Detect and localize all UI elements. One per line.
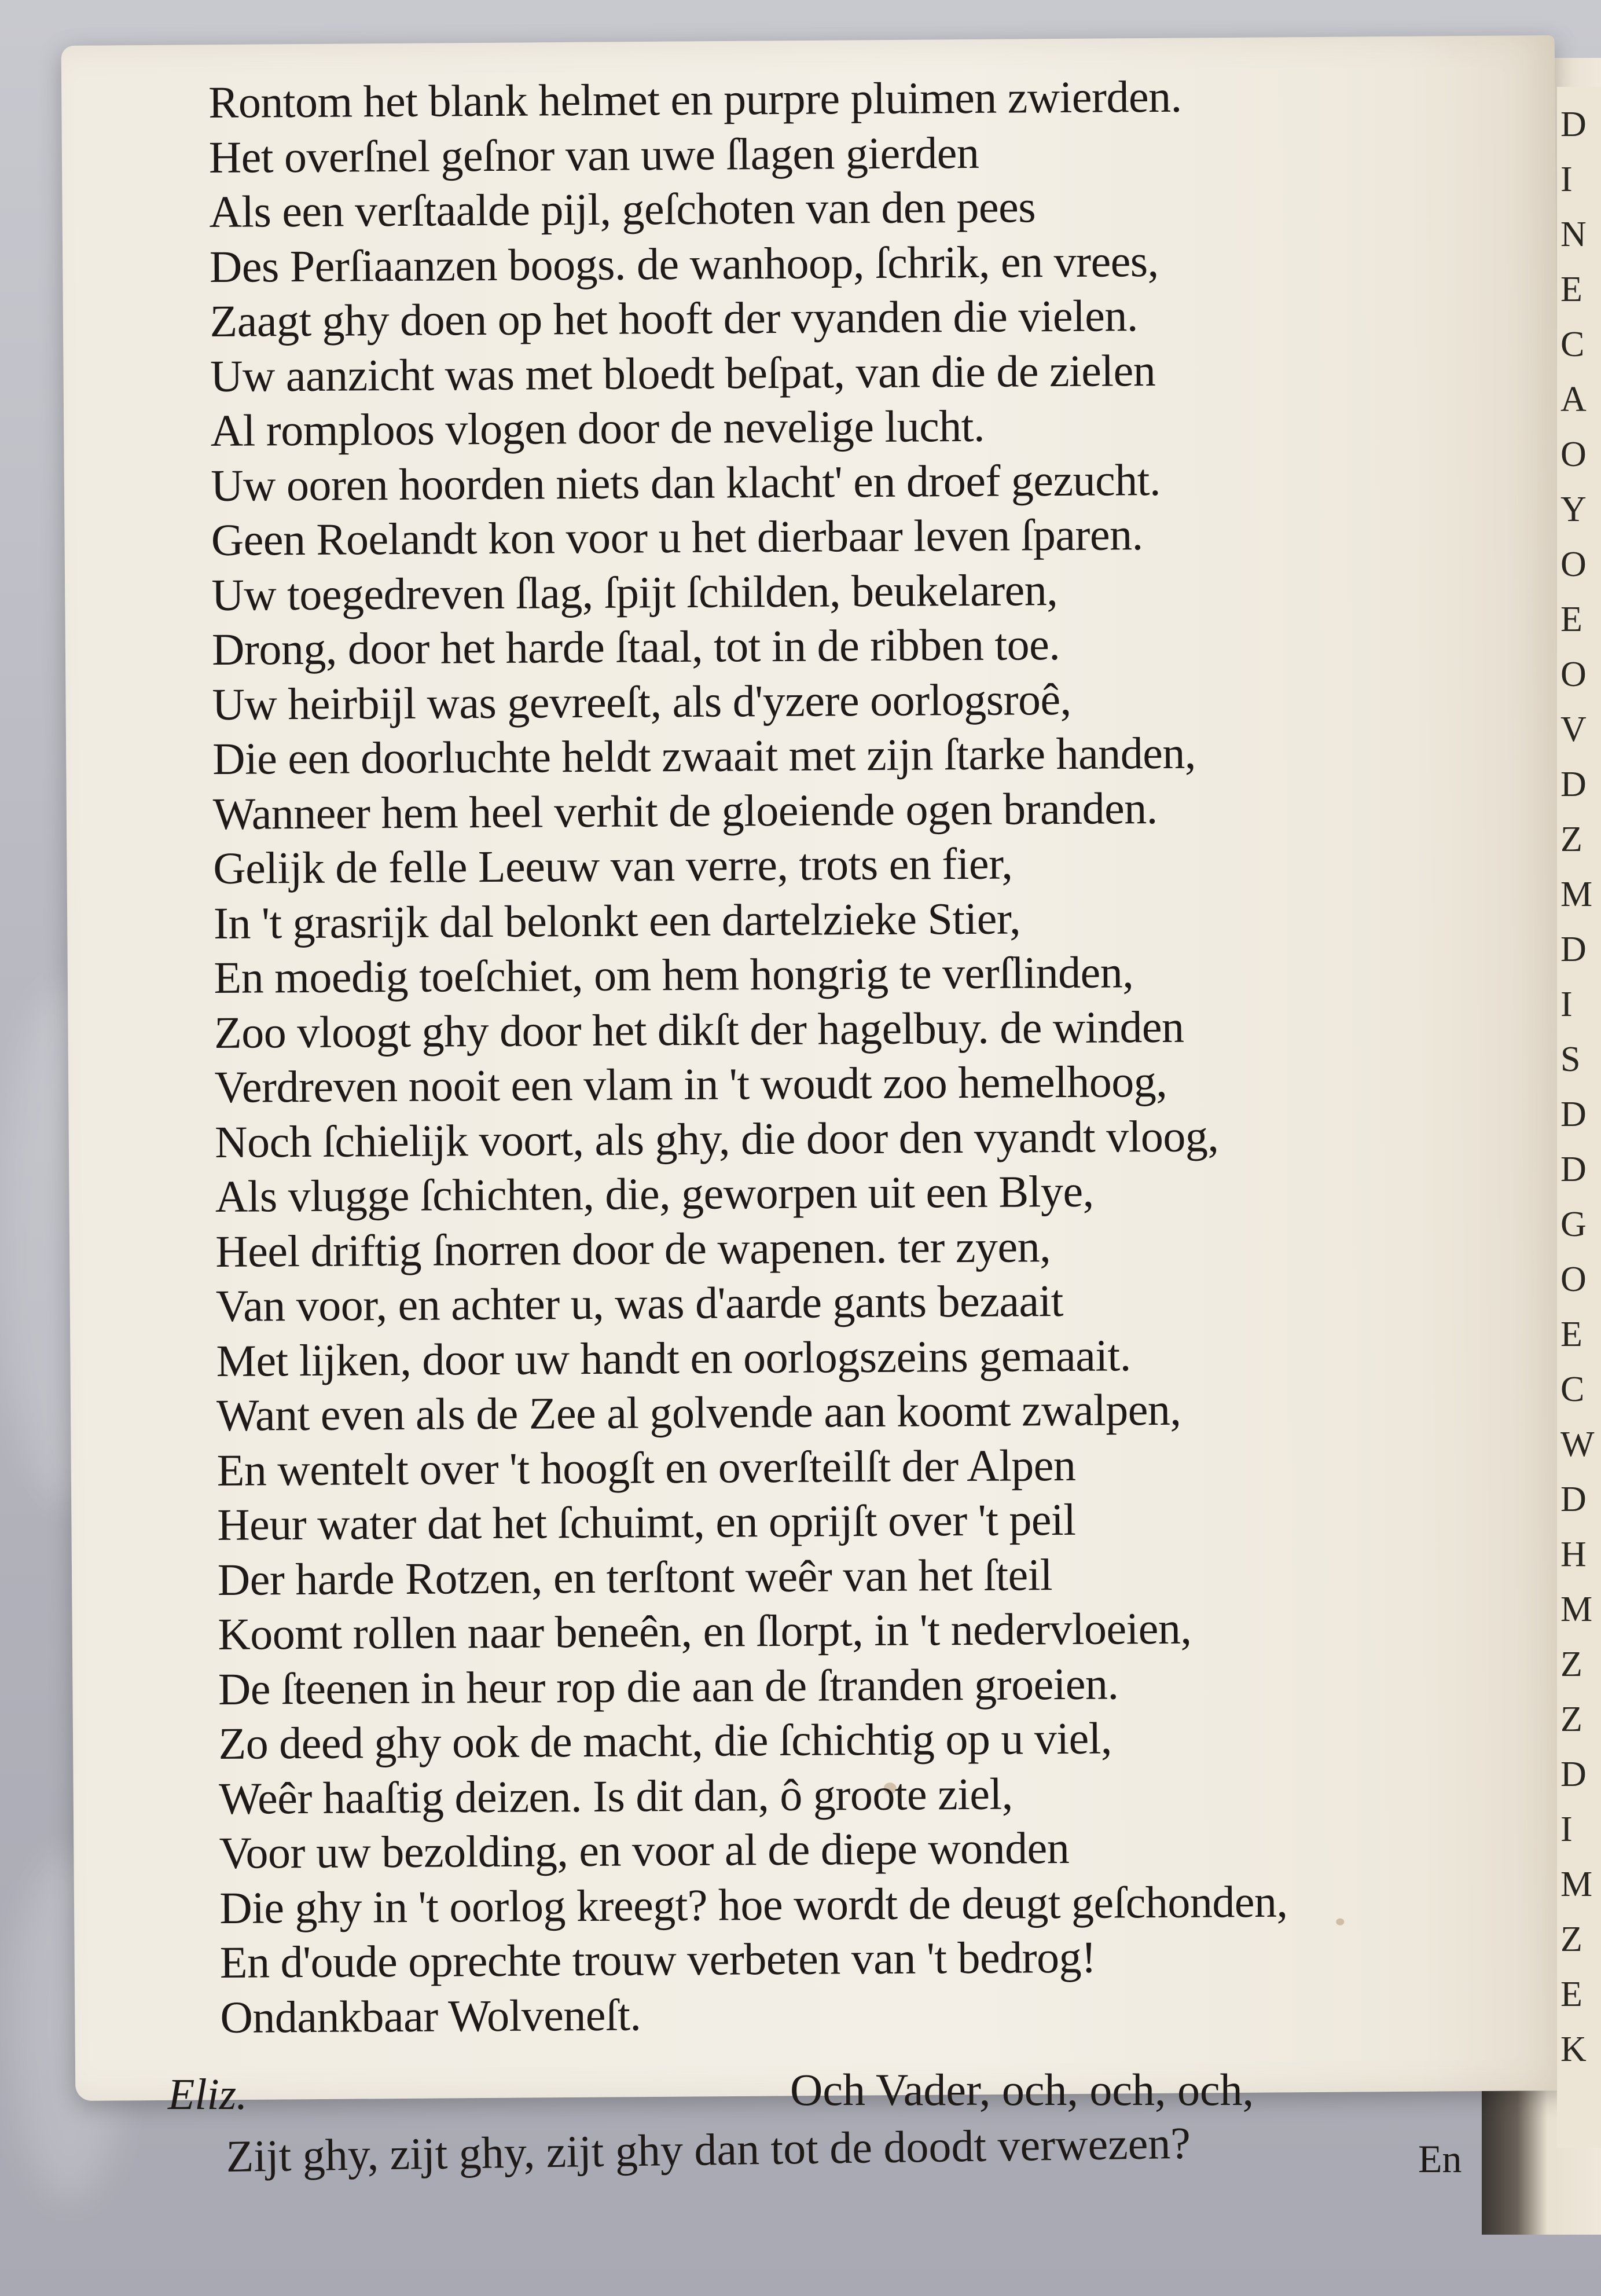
verse-line: Als een verſtaalde pijl, geſchoten van den pees bbox=[209, 181, 1036, 237]
facing-page-letter: Z bbox=[1560, 1645, 1582, 1684]
verse-line: Gelijk de felle Leeuw van verre, trots en fier, bbox=[213, 838, 1013, 893]
verse-line: De ſteenen in heur rop die aan de ſtranden groeien. bbox=[218, 1657, 1119, 1714]
facing-page-letter: M bbox=[1560, 1865, 1593, 1904]
verse-line: Rontom het blank helmet en purpre pluimen zwierden. bbox=[208, 71, 1182, 127]
verse-line: Voor uw bezolding, en voor al de diepe wonden bbox=[219, 1822, 1070, 1878]
verse-line: Want even als de Zee al golvende aan koomt zwalpen, bbox=[216, 1384, 1181, 1440]
verse-line: Heel driftig ſnorren door de wapenen. ter zyen, bbox=[215, 1220, 1051, 1277]
facing-page-letter: M bbox=[1560, 1590, 1593, 1629]
verse-line: Wanneer hem heel verhit de gloeiende ogen branden. bbox=[212, 782, 1158, 839]
facing-page-letter: D bbox=[1560, 1150, 1587, 1189]
facing-page-letter: Z bbox=[1560, 820, 1582, 859]
verse-line: Der harde Rotzen, en terſtont weêr van het ſteil bbox=[217, 1549, 1053, 1605]
verse-line: Zo deed ghy ook de macht, die ſchichtig op u viel, bbox=[218, 1712, 1112, 1769]
facing-page-letter: O bbox=[1560, 435, 1587, 474]
facing-page-letter: S bbox=[1560, 1040, 1581, 1079]
facing-page-letter: M bbox=[1560, 875, 1593, 914]
facing-page-letter: V bbox=[1560, 710, 1587, 749]
verse-line: Uw toegedreven ſlag, ſpijt ſchilden, beukelaren, bbox=[211, 564, 1058, 620]
verse-line: Verdreven nooit een vlam in 't woudt zoo hemelhoog, bbox=[214, 1055, 1167, 1112]
facing-page-letter: D bbox=[1560, 1480, 1587, 1519]
facing-page-letter: E bbox=[1560, 270, 1582, 309]
facing-page-letter: E bbox=[1560, 1315, 1582, 1354]
verse-line: Noch ſchielijk voort, als ghy, die door den vyandt vloog, bbox=[214, 1110, 1219, 1167]
facing-page-letter: Y bbox=[1560, 490, 1587, 529]
facing-page-letter: E bbox=[1560, 600, 1582, 639]
facing-page-letter: O bbox=[1560, 655, 1587, 694]
verse-line: Uw aanzicht was met bloedt beſpat, van die de zielen bbox=[210, 344, 1156, 401]
facing-page-letter: I bbox=[1560, 1810, 1573, 1849]
verse-line: Die ghy in 't oorlog kreegt? hoe wordt de deugt geſchonden, bbox=[219, 1876, 1288, 1933]
verse-line: Van voor, en achter u, was d'aarde gants bezaait bbox=[215, 1275, 1064, 1331]
verse-line: Weêr haaſtig deizen. Is dit dan, ô groote ziel, bbox=[218, 1768, 1013, 1824]
verse-line: Uw heirbijl was gevreeſt, als d'yzere oorlogsroê, bbox=[212, 673, 1071, 729]
verse-line: Zijt ghy, zijt ghy, zijt ghy dan tot de doodt verwezen? bbox=[226, 2117, 1191, 2181]
verse-line: Zoo vloogt ghy door het dikſt der hagelbuy. de winden bbox=[214, 1001, 1184, 1058]
facing-page-edge bbox=[1557, 87, 1601, 2148]
speaker-label: Eliz. bbox=[168, 2070, 248, 2119]
verse-line: Het overſnel geſnor van uwe ſlagen gierden bbox=[208, 127, 979, 182]
facing-page-letter: D bbox=[1560, 105, 1587, 144]
verse-line: Uw ooren hoorden niets dan klacht' en droef gezucht. bbox=[211, 454, 1161, 511]
verse-line: Drong, door het harde ſtaal, tot in de ribben toe. bbox=[211, 619, 1060, 674]
facing-page-letter: O bbox=[1560, 545, 1587, 584]
facing-page-letter: I bbox=[1560, 160, 1573, 199]
verse-line: Heur water dat het ſchuimt, en oprijſt over 't peil bbox=[217, 1494, 1076, 1550]
facing-page-letter: C bbox=[1560, 325, 1585, 364]
facing-page-letter: C bbox=[1560, 1370, 1585, 1409]
verse-line: Als vlugge ſchichten, die, geworpen uit een Blye, bbox=[215, 1165, 1094, 1222]
verse-line: Ondankbaar Wolveneſt. bbox=[220, 1989, 641, 2042]
facing-page-letter: D bbox=[1560, 1755, 1587, 1794]
verse-line: Die een doorluchte heldt zwaait met zijn ſtarke handen, bbox=[212, 727, 1196, 784]
verse-line: Zaagt ghy doen op het hooft der vyanden die vielen. bbox=[210, 290, 1139, 346]
facing-page-letter: D bbox=[1560, 930, 1587, 969]
verse-line: Met lijken, door uw handt en oorlogszeins gemaait. bbox=[216, 1329, 1131, 1386]
facing-page-letter: Z bbox=[1560, 1920, 1582, 1959]
speaker-line: Och Vader, och, och, och, bbox=[790, 2064, 1254, 2115]
facing-page-letter: H bbox=[1560, 1535, 1587, 1574]
facing-page-letter: I bbox=[1560, 985, 1573, 1024]
verse-line: En moedig toeſchiet, om hem hongrig te verſlinden, bbox=[214, 947, 1134, 1003]
verse-line: Al romploos vlogen door de nevelige lucht. bbox=[210, 400, 985, 456]
facing-page-letter: E bbox=[1560, 1975, 1582, 2014]
foxing-stain bbox=[1336, 1919, 1344, 1925]
facing-page-letter: W bbox=[1560, 1425, 1595, 1464]
verse-line: In 't grasrijk dal belonkt een dartelzieke Stier, bbox=[213, 892, 1021, 948]
verse-line: En d'oude oprechte trouw verbeten van 't bedrog! bbox=[219, 1931, 1096, 1987]
verse-line: Koomt rollen naar beneên, en ſlorpt, in 't nedervloeien, bbox=[218, 1602, 1192, 1659]
catchword: En bbox=[1418, 2137, 1462, 2181]
facing-page-letter: O bbox=[1560, 1260, 1587, 1299]
facing-page-letter: N bbox=[1560, 215, 1587, 254]
facing-page-letter: D bbox=[1560, 765, 1587, 804]
verse-line: Des Perſiaanzen boogs. de wanhoop, ſchrik, en vrees, bbox=[209, 235, 1159, 292]
facing-page-letter: K bbox=[1560, 2030, 1587, 2069]
facing-page-letter: A bbox=[1560, 380, 1587, 419]
facing-page-letter: D bbox=[1560, 1095, 1587, 1134]
verse-line: Geen Roelandt kon voor u het dierbaar leven ſparen. bbox=[211, 509, 1143, 565]
facing-page-letter: G bbox=[1560, 1205, 1587, 1244]
facing-page-letter: Z bbox=[1560, 1700, 1582, 1739]
verse-line: En wentelt over 't hoogſt en overſteilſt der Alpen bbox=[216, 1439, 1076, 1495]
